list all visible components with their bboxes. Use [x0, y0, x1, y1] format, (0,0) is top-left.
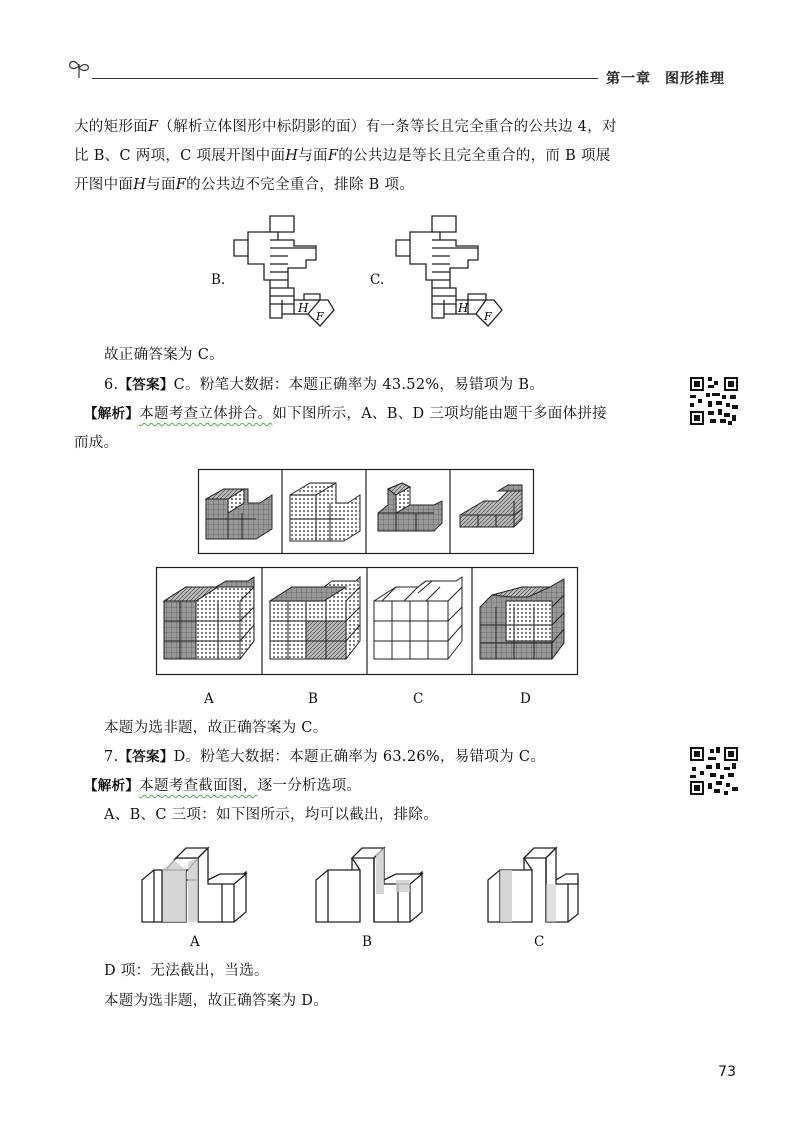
q6-options-row [156, 567, 578, 675]
q6-analysis-line-2: 而成。 [74, 435, 119, 451]
q6-conclusion: 本题为选非题，故正确答案为 C。 [104, 720, 328, 736]
given-solid-3 [378, 483, 442, 531]
net-b-figure [232, 214, 342, 334]
chapter-label: 第一章 [606, 71, 651, 87]
q7-abc-line: A、B、C 三项：如下图所示，均可以截出，排除。 [104, 807, 439, 823]
net-b-face-f: F [316, 310, 324, 323]
q7-option-label-b: B [362, 934, 372, 950]
paragraph-line-2: 比 B、C 两项，C 项展开图中面H与面F的公共边是等长且完全重合的，而 B 项展 [74, 148, 611, 164]
chapter-title: 图形推理 [665, 71, 725, 87]
header-rule [92, 78, 598, 79]
paragraph-line-3: 开图中面H与面F的公共边不完全重合，排除 B 项。 [74, 177, 415, 193]
running-header [606, 68, 725, 88]
given-solid-2 [290, 483, 360, 541]
net-c-label: C. [370, 272, 385, 288]
option-c-cube [374, 577, 462, 659]
paragraph-line-1: 大的矩形面F（解析立体图形中标阴影的面）有一条等长且完全重合的公共边 4，对 [74, 119, 617, 135]
q7-option-label-c: C [534, 934, 545, 950]
option-b-cube [270, 577, 360, 659]
net-b-label: B. [211, 272, 226, 288]
q6-option-label-d: D [520, 691, 531, 707]
q7-solid-a [142, 848, 246, 922]
q7-option-label-a: A [190, 934, 200, 950]
net-c-face-f: F [484, 310, 492, 323]
leaf-ornament-icon [66, 56, 92, 84]
q6-answer-line: 6.【答案】C。粉笔大数据：本题正确率为 43.52%，易错项为 B。 [104, 377, 545, 393]
given-solid-1 [206, 489, 272, 539]
q6-option-label-b: B [308, 691, 318, 707]
q6-analysis-line: 【解析】本题考查立体拼合。如下图所示，A、B、D 三项均能由题干多面体拼接 [84, 406, 607, 422]
q7-analysis-line: 【解析】本题考查截面图，逐一分析选项。 [84, 778, 362, 794]
q6-option-label-a: A [204, 691, 214, 707]
q7-answer-line: 7.【答案】D。粉笔大数据：本题正确率为 63.26%，易错项为 C。 [104, 749, 546, 765]
given-solid-4 [460, 485, 522, 527]
net-c-figure [394, 214, 512, 334]
q7-conclusion: 本题为选非题，故正确答案为 D。 [104, 993, 329, 1009]
net-b-face-h: H [298, 301, 309, 315]
net-c-face-h: H [458, 301, 469, 315]
q6-given-solids-row [198, 469, 534, 554]
qr-code-q6[interactable] [688, 375, 740, 427]
option-a-cube [164, 577, 254, 659]
q7-d-line: D 项：无法截出，当选。 [104, 963, 269, 979]
q7-solid-c [488, 848, 578, 922]
page-number: 73 [718, 1064, 736, 1080]
conclusion-q5: 故正确答案为 C。 [104, 347, 224, 363]
q7-solid-b [316, 848, 422, 922]
option-d-cube [480, 579, 564, 659]
q6-option-label-c: C [413, 691, 424, 707]
q7-section-figures [140, 834, 580, 926]
qr-code-q7[interactable] [688, 745, 740, 797]
